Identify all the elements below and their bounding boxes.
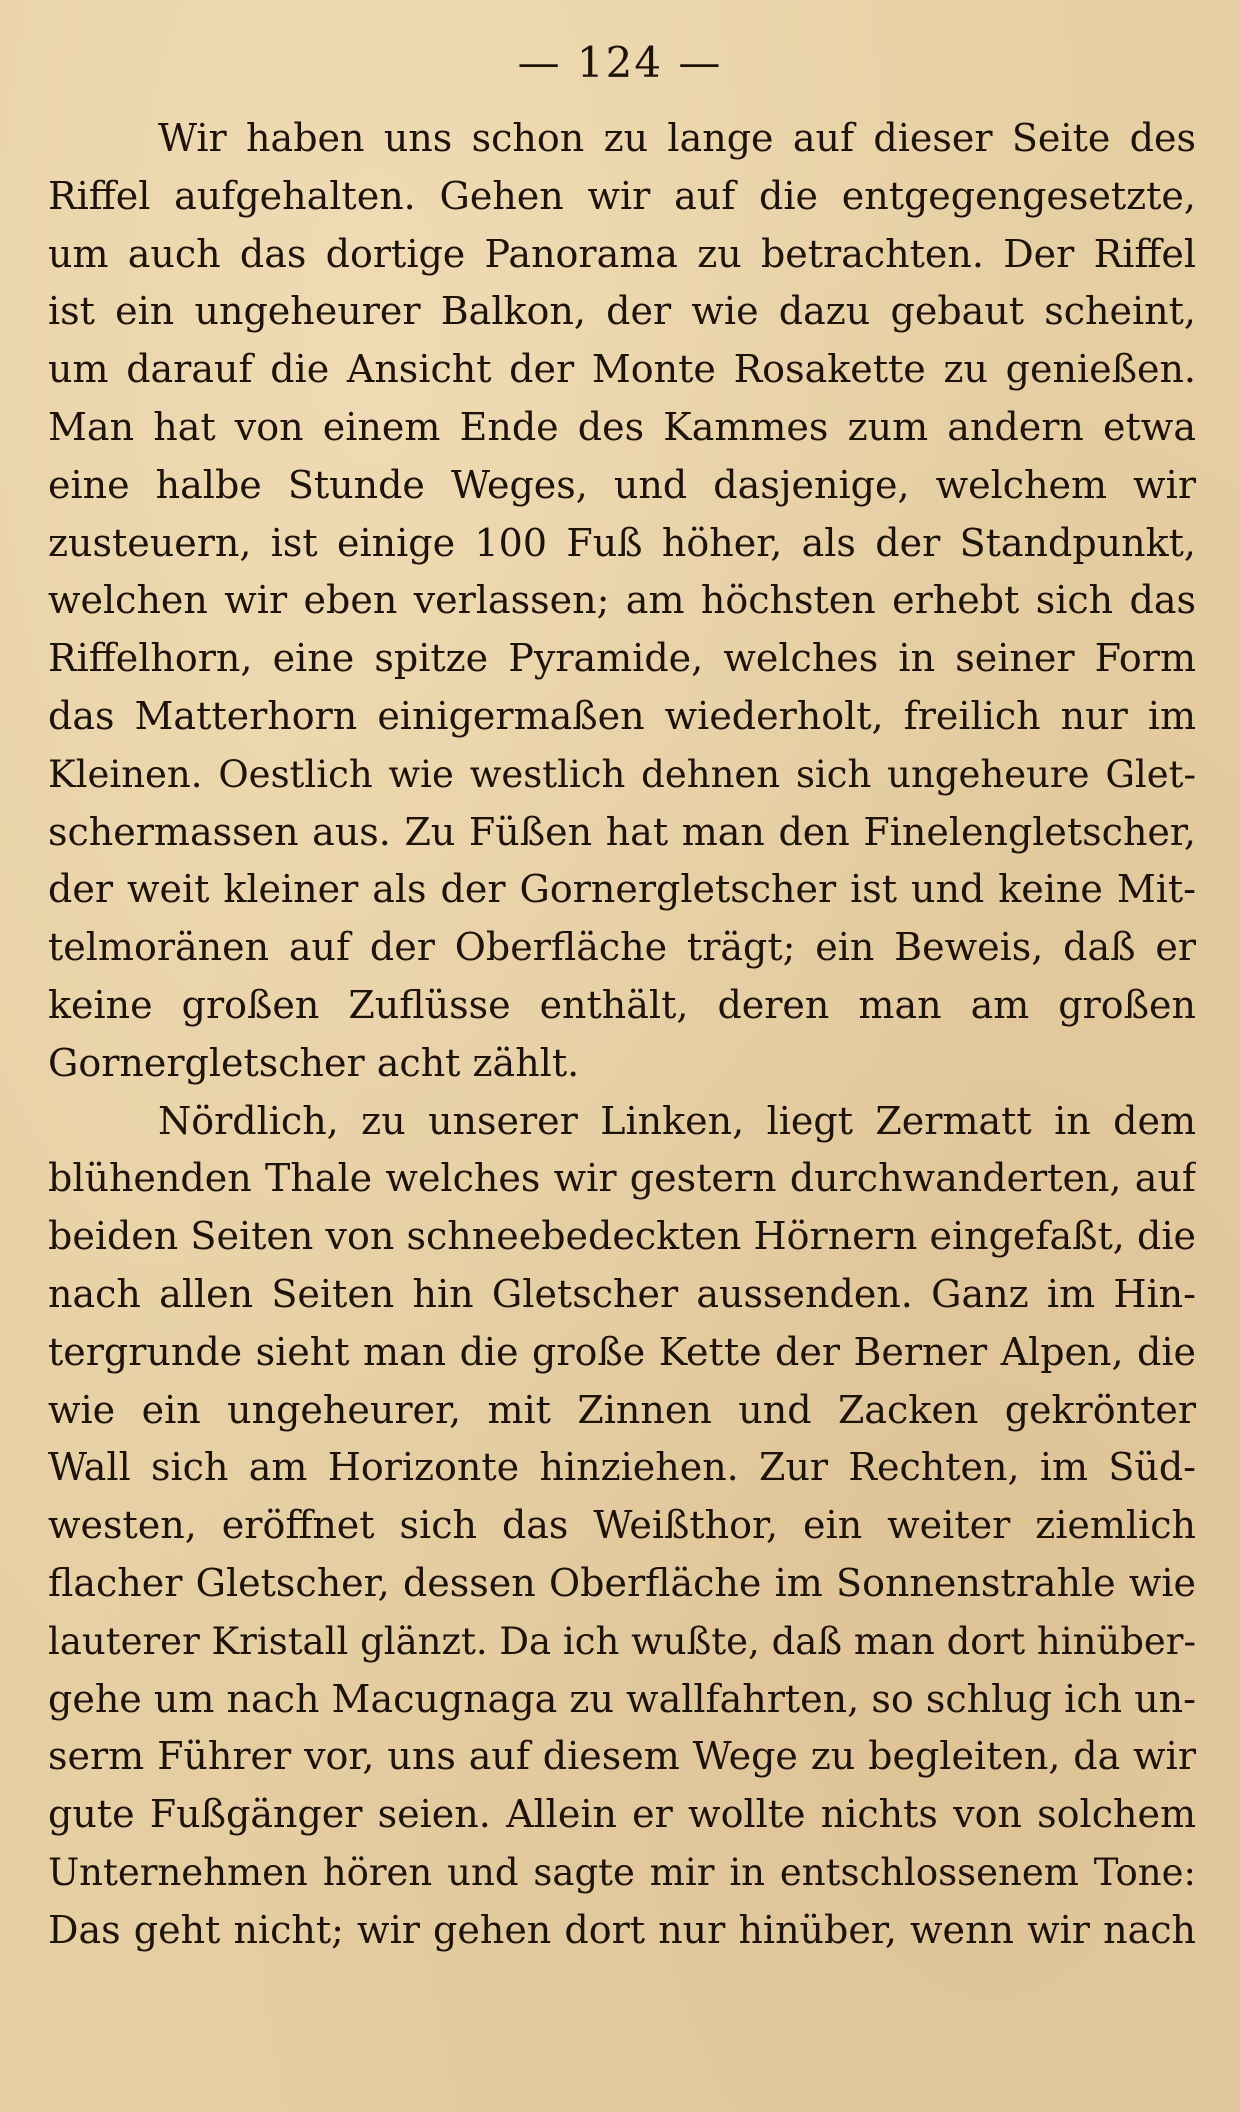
- text-line: tergrunde sieht man die große Kette der Berner Alpen, die: [48, 1329, 1196, 1374]
- body-text: [48, 110, 1196, 1960]
- text-line: Das geht nicht; wir gehen dort nur hinüber, wenn wir nach: [48, 1907, 1196, 1952]
- text-line: lauterer Kristall glänzt. Da ich wußte, daß man dort hinüber-: [48, 1619, 1196, 1663]
- text-line: schermassen aus. Zu Füßen hat man den Finelengletscher,: [48, 809, 1196, 854]
- text-line: Man hat von einem Ende des Kammes zum andern etwa: [48, 404, 1196, 449]
- text-line: gute Fußgänger seien. Allein er wollte nichts von solchem: [48, 1792, 1196, 1837]
- text-line: Riffel aufgehalten. Gehen wir auf die entgegengesetzte,: [48, 173, 1196, 218]
- text-line: ist ein ungeheurer Balkon, der wie dazu gebaut scheint,: [48, 289, 1196, 334]
- text-line: westen, eröffnet sich das Weißthor, ein weiter ziemlich: [48, 1503, 1196, 1548]
- page-number: — 124 —: [517, 38, 723, 87]
- text-line: flacher Gletscher, dessen Oberfläche im Sonnenstrahle wie: [48, 1560, 1196, 1605]
- text-line: zusteuern, ist einige 100 Fuß höher, als der Standpunkt,: [48, 520, 1196, 565]
- text-line: Wall sich am Horizonte hinziehen. Zur Rechten, im Süd-: [48, 1445, 1196, 1490]
- text-line: Nördlich, zu unserer Linken, liegt Zermatt in dem: [158, 1098, 1196, 1143]
- text-line: blühenden Thale welches wir gestern durchwanderten, auf: [48, 1156, 1196, 1201]
- text-line: beiden Seiten von schneebedeckten Hörnern eingefaßt, die: [48, 1214, 1196, 1259]
- text-line: eine halbe Stunde Weges, und dasjenige, welchem wir: [48, 462, 1196, 507]
- text-line: welchen wir eben verlassen; am höchsten erhebt sich das: [48, 578, 1196, 623]
- text-line: Unternehmen hören und sagte mir in entschlossenem Tone:: [48, 1850, 1196, 1894]
- text-line: Gornergletscher acht zählt.: [48, 1040, 580, 1085]
- text-line: gehe um nach Macugnaga zu wallfahrten, so schlug ich un-: [48, 1676, 1196, 1721]
- text-line: der weit kleiner als der Gornergletscher ist und keine Mit-: [48, 867, 1196, 912]
- text-line: nach allen Seiten hin Gletscher aussenden. Ganz im Hin-: [48, 1271, 1196, 1316]
- text-line: Riffelhorn, eine spitze Pyramide, welches in seiner Form: [48, 636, 1196, 681]
- text-line: telmoränen auf der Oberfläche trägt; ein Beweis, daß er: [48, 925, 1196, 970]
- text-line: serm Führer vor, uns auf diesem Wege zu begleiten, da wir: [48, 1734, 1196, 1779]
- text-line: Wir haben uns schon zu lange auf dieser Seite des: [158, 116, 1196, 160]
- text-line: keine großen Zuflüsse enthält, deren man am großen: [48, 982, 1196, 1027]
- text-line: Kleinen. Oestlich wie westlich dehnen sich ungeheure Glet-: [48, 752, 1196, 796]
- text-line: wie ein ungeheurer, mit Zinnen und Zacken gekrönter: [48, 1387, 1196, 1432]
- text-line: um darauf die Ansicht der Monte Rosakette zu genießen.: [48, 347, 1196, 392]
- text-line: das Matterhorn einigermaßen wiederholt, freilich nur im: [48, 693, 1196, 738]
- text-line: um auch das dortige Panorama zu betrachten. Der Riffel: [48, 231, 1196, 276]
